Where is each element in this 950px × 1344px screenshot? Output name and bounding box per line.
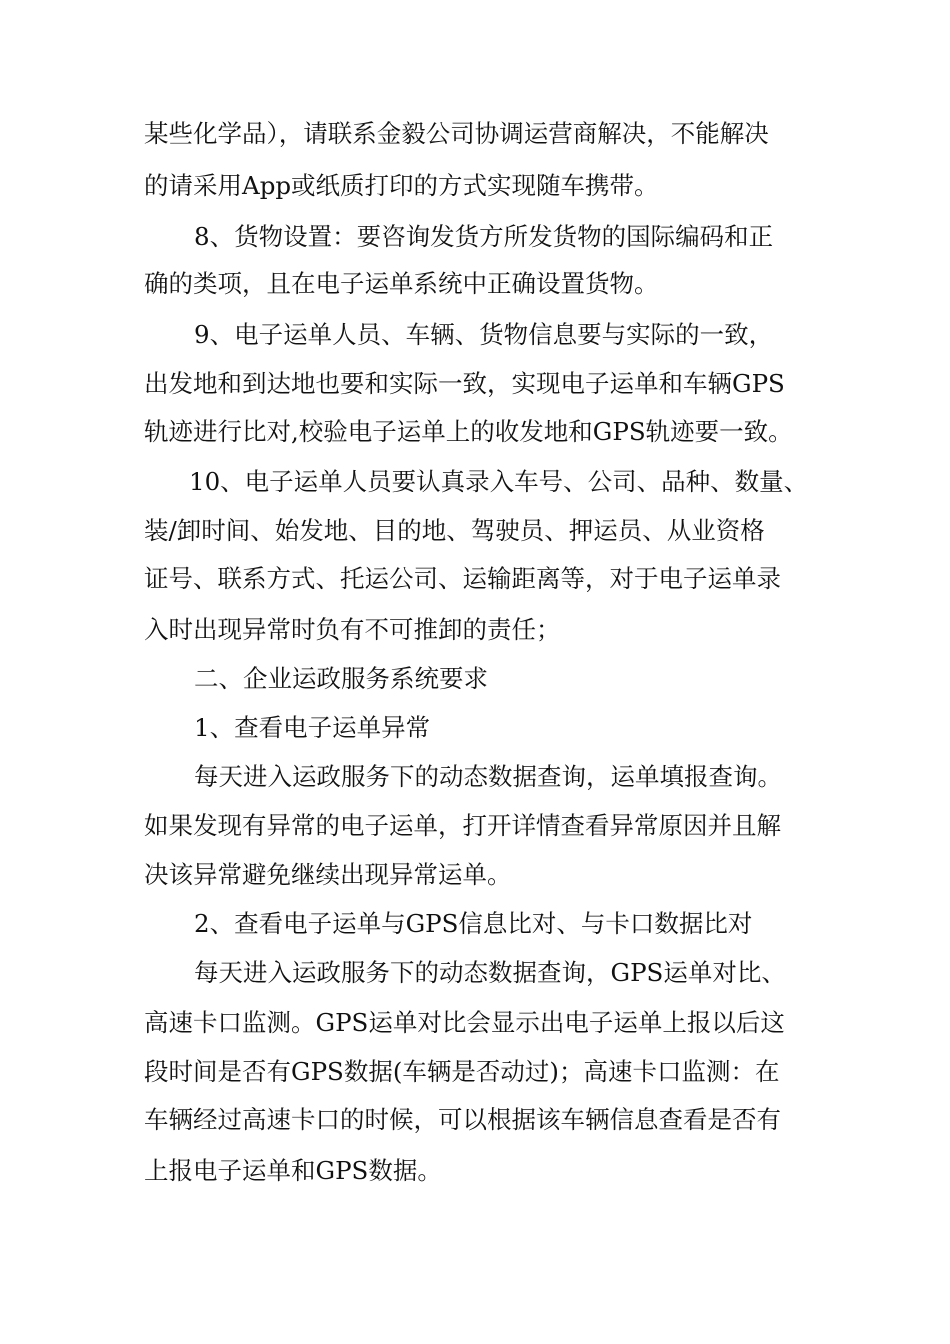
text-line: 每天进入运政服务下的动态数据查询，运单填报查询。 (194, 762, 782, 791)
text-line: 某些化学品），请联系金毅公司协调运营商解决，不能解决 (144, 119, 769, 148)
text-line: 入时出现异常时负有不可推卸的责任； (144, 615, 561, 644)
text-line: 上报电子运单和GPS数据。 (144, 1156, 442, 1185)
subsection-heading: 2、查看电子运单与GPS信息比对、与卡口数据比对 (194, 909, 753, 938)
section-heading: 二、企业运政服务系统要求 (194, 664, 488, 693)
text-line: 8、货物设置：要咨询发货方所发货物的国际编码和正 (194, 222, 774, 251)
text-line: 证号、联系方式、托运公司、运输距离等，对于电子运单录 (144, 564, 781, 593)
text-line: 段时间是否有GPS数据(车辆是否动过)；高速卡口监测：在 (144, 1057, 780, 1086)
text-line: 9、电子运单人员、车辆、货物信息要与实际的一致， (194, 320, 774, 349)
text-line: 10、电子运单人员要认真录入车号、公司、品种、数量、 (189, 467, 809, 496)
text-line: 的请采用App或纸质打印的方式实现随车携带。 (144, 171, 659, 200)
text-line: 每天进入运政服务下的动态数据查询，GPS运单对比、 (194, 958, 786, 987)
text-line: 确的类项，且在电子运单系统中正确设置货物。 (144, 269, 659, 298)
text-line: 如果发现有异常的电子运单，打开详情查看异常原因并且解 (144, 811, 781, 840)
subsection-heading: 1、查看电子运单异常 (194, 713, 431, 742)
text-line: 轨迹进行比对,校验电子运单上的收发地和GPS轨迹要一致。 (144, 417, 793, 446)
text-line: 装/卸时间、始发地、目的地、驾驶员、押运员、从业资格 (144, 516, 765, 545)
text-line: 高速卡口监测。GPS运单对比会显示出电子运单上报以后这 (144, 1008, 785, 1037)
text-line: 车辆经过高速卡口的时候，可以根据该车辆信息查看是否有 (144, 1105, 781, 1134)
text-line: 出发地和到达地也要和实际一致，实现电子运单和车辆GPS (144, 369, 785, 398)
text-line: 决该异常避免继续出现异常运单。 (144, 860, 512, 889)
